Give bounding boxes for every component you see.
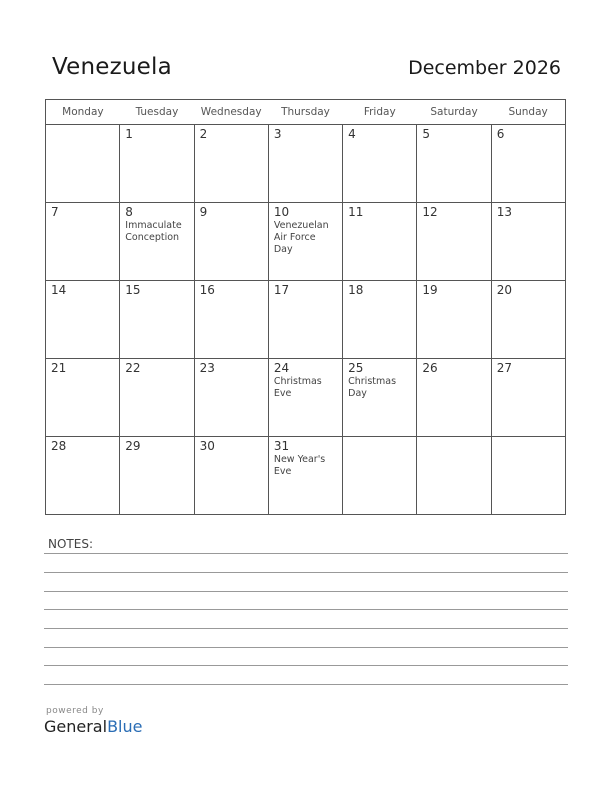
day-number: 4 [348,127,356,141]
day-number: 30 [199,439,215,453]
day-number: 6 [496,127,505,141]
note-line [44,647,568,648]
holiday-label [417,141,490,142]
weekday-header: Sunday [491,100,565,125]
day-cell [343,359,417,437]
day-number: 12 [422,205,438,219]
note-line [44,628,568,629]
holiday-label [492,219,565,220]
holiday-label [195,375,268,376]
note-line [44,609,568,610]
holiday-label [195,219,268,220]
holiday-label [46,128,119,129]
day-number: 31 [273,439,290,453]
day-cell [194,125,268,203]
day-cell [417,203,491,281]
day-number: 26 [422,361,438,375]
weekday-header: Friday [343,100,417,125]
brand-blue-text: Blue [107,717,143,736]
holiday-label: Venezuelan Air Force Day [273,220,329,255]
day-number: 24 [273,361,290,375]
day-cell [194,359,268,437]
day-cell [417,125,491,203]
day-cell [46,437,120,515]
day-cell [120,125,194,203]
day-cell [194,281,268,359]
holiday-label: Immaculate Conception [125,220,182,243]
day-number: 15 [125,283,141,297]
holiday-label [269,141,342,142]
day-cell [343,203,417,281]
holiday-label [195,141,268,142]
day-number: 3 [273,127,282,141]
weekday-header-row [46,100,566,125]
weekday-header: Monday [46,100,120,125]
day-number: 20 [496,283,512,297]
day-number: 7 [51,205,59,219]
day-cell [491,281,565,359]
day-number: 5 [422,127,431,141]
day-cell [268,437,342,515]
day-cell [343,281,417,359]
calendar-grid [45,99,566,515]
country-title: Venezuela [52,54,172,80]
day-cell [46,125,120,203]
day-number: 21 [51,361,67,375]
weekday-header: Tuesday [120,100,194,125]
holiday-label: Christmas Day [348,376,397,399]
holiday-label [46,453,119,454]
day-number: 27 [496,361,512,375]
day-cell [46,203,120,281]
holiday-label [195,453,268,454]
day-number: 8 [125,205,133,219]
day-number: 25 [348,361,364,375]
day-cell [268,281,342,359]
holiday-label [120,141,193,142]
day-number: 1 [125,127,133,141]
day-cell [343,437,417,515]
holiday-label [46,375,119,376]
day-cell [491,203,565,281]
day-cell [46,281,120,359]
day-number: 17 [273,283,290,297]
day-cell [417,359,491,437]
holiday-label [195,297,268,298]
week-row [46,437,566,515]
day-number: 29 [125,439,141,453]
day-cell [194,437,268,515]
holiday-label [343,440,416,441]
day-cell [46,359,120,437]
week-row [46,203,566,281]
day-cell [491,125,565,203]
day-number: 28 [51,439,67,453]
holiday-label [492,440,565,441]
holiday-label [492,375,565,376]
day-cell [343,125,417,203]
day-cell [417,437,491,515]
day-number: 13 [496,205,512,219]
day-cell [417,281,491,359]
note-line [44,572,568,573]
notes-label: NOTES: [48,537,93,551]
holiday-label [269,297,342,298]
day-cell [491,359,565,437]
day-cell [268,125,342,203]
powered-by-text: powered by [46,706,104,716]
holiday-label [417,219,490,220]
week-row [46,125,566,203]
holiday-label [343,141,416,142]
day-number: 2 [199,127,208,141]
holiday-label [46,297,119,298]
day-number: 19 [422,283,438,297]
day-cell [194,203,268,281]
holiday-label [417,440,490,441]
day-cell [120,437,194,515]
holiday-label [417,297,490,298]
day-cell [491,437,565,515]
day-cell [268,203,342,281]
holiday-label [120,453,193,454]
day-cell [268,359,342,437]
holiday-label [46,219,119,220]
weekday-header: Saturday [417,100,491,125]
day-number: 10 [273,205,290,219]
note-line [44,665,568,666]
day-number: 14 [51,283,67,297]
holiday-label: New Year's Eve [273,454,326,477]
holiday-label [120,375,193,376]
holiday-label [343,219,416,220]
holiday-label [492,297,565,298]
day-number: 11 [348,205,364,219]
day-cell [120,281,194,359]
weekday-header: Thursday [268,100,342,125]
day-cell [120,203,194,281]
week-row [46,359,566,437]
brand-general-text: General [44,717,108,736]
day-number: 18 [348,283,364,297]
holiday-label: Christmas Eve [273,376,322,399]
day-number: 23 [199,361,215,375]
holiday-label [492,141,565,142]
weekday-header: Wednesday [194,100,268,125]
month-title: December 2026 [408,57,561,79]
holiday-label [343,297,416,298]
day-cell [120,359,194,437]
note-line [44,553,568,554]
note-line [44,684,568,685]
week-row [46,281,566,359]
day-number: 22 [125,361,141,375]
generalblue-logo[interactable] [44,717,142,736]
day-number: 9 [199,205,208,219]
day-number: 16 [199,283,215,297]
holiday-label [120,297,193,298]
note-line [44,591,568,592]
holiday-label [417,375,490,376]
